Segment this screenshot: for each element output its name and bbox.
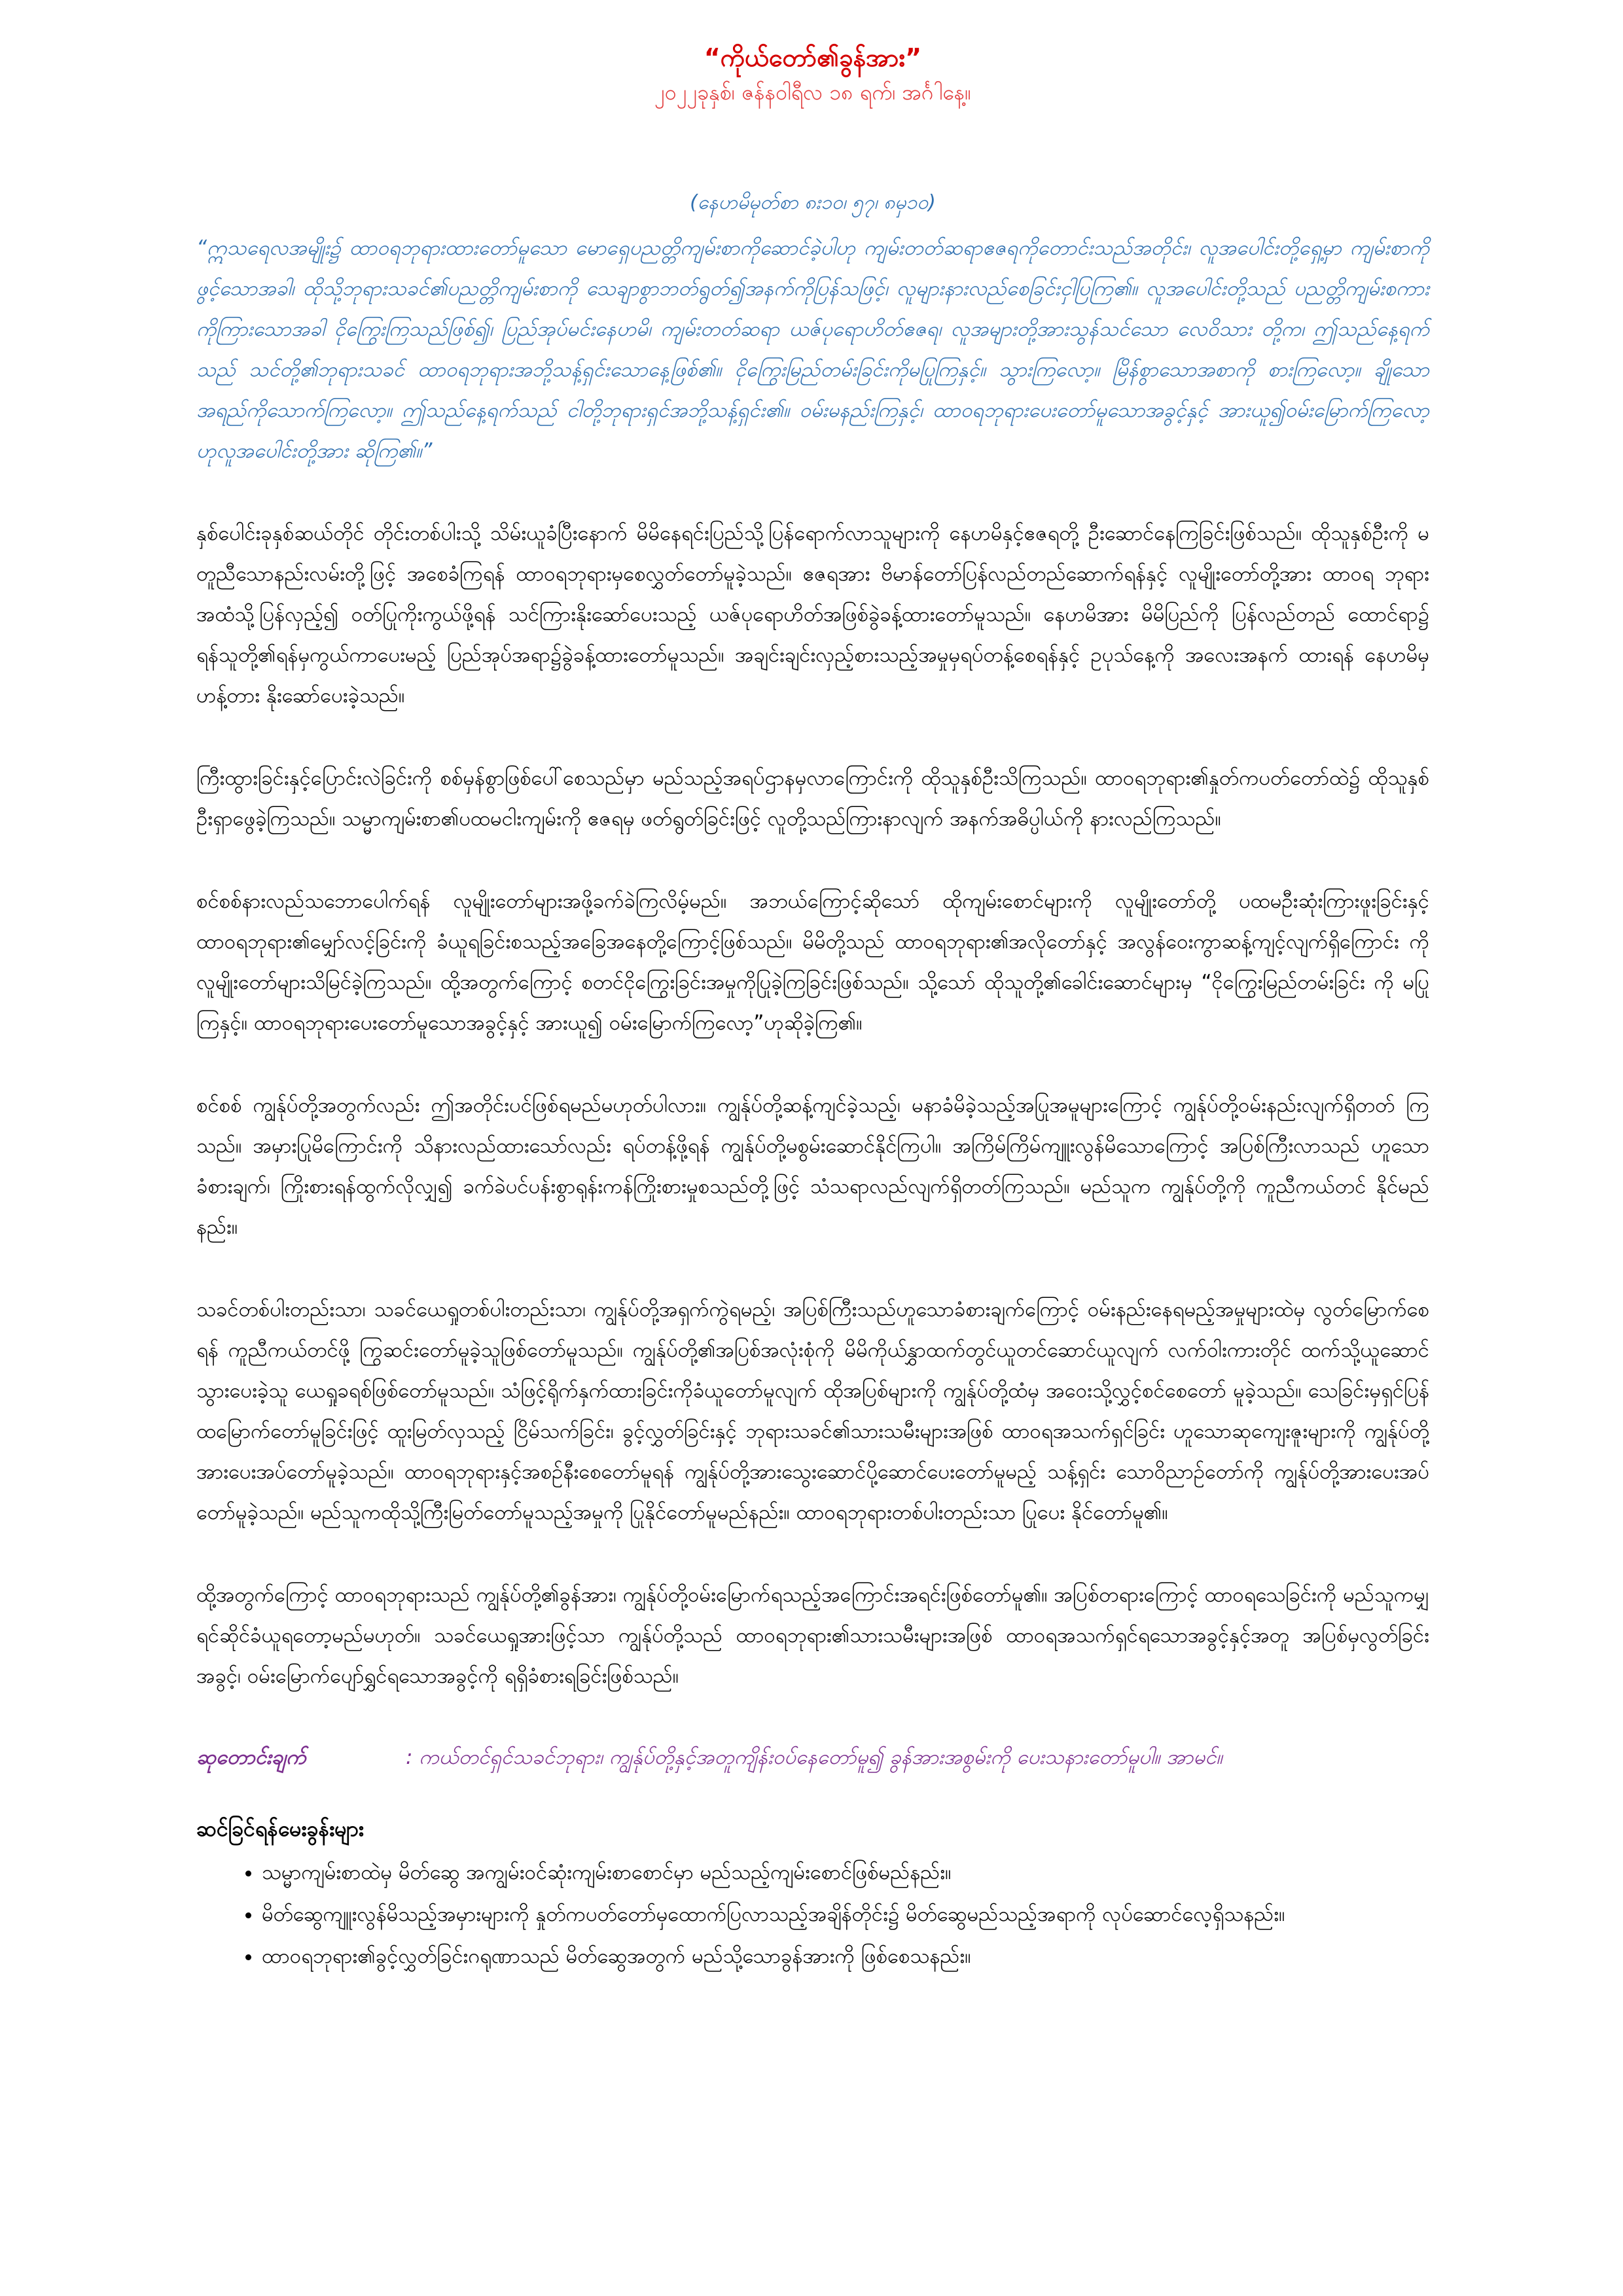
date-line: ၂၀၂၂ခုနှစ်၊ ဇန်နဝါရီလ ၁၈ ရက်၊ အင်္ဂါနေ့။ [654,80,971,105]
list-item: • မိတ်ဆွေကျူးလွန်မိသည့်အမှားများကို နှုတ်ကပတ်တော်မှထောက်ပြလာသည့်အချိန်တိုင်း၌ မိတ်ဆွေမည်သည့်အရာကို လုပ်ဆောင်လေ့ရှိသနည်း။ [262,1895,1429,1933]
devotional-content [196,39,1429,1979]
scripture-reference: (နေဟမိမုတ်စာ ၈း၁၀၊ ၅၇၊ ၈မှ၁၀) [690,191,936,214]
prayer-text: : ကယ်တင်ရှင်သခင်ဘုရား၊ ကျွန်ုပ်တို့နှင့်အတူကျိန်းဝပ်နေတော်မူ၍ ခွန်အားအစွမ်းကို ပေးသနားတော်မူပါ။ အာမင်။ [406,1746,1222,1769]
list-item: • ထာဝရဘုရား၏ခွင့်လွှတ်ခြင်းဂရုဏာသည် မိတ်ဆွေအတွက် မည်သို့သောခွန်အားကို ဖြစ်စေသနည်း။ [262,1937,1429,1975]
scripture-passage: “ဣသရေလအမျိုး၌ ထာဝရဘုရားထားတော်မူသော မောရှေပညတ္တိကျမ်းစာကိုဆောင်ခဲ့ပါဟု ကျမ်းတတ်ဆရာဧဇရကိုတောင်းသည်အတိုင်း၊ လူအပေါင်းတို့ရှေ့မှာ ကျမ်းစာကိုဖွင့်သောအခါ၊ ထိုသို့ဘုရားသခင်၏ပညတ္တိကျမ်းစာကို သေချာစွာဘတ်ရွတ်၍အနက်ကိုပြန်သဖြင့်၊ လူများနားလည်စေခြင်းငှါပြကြ၏။ လူအပေါင်းတို့သည် ပညတ္တိကျမ်းစကားကိုကြားသောအခါ ငိုကြွေးကြသည်ဖြစ်၍၊ ပြည်အုပ်မင်းနေဟမိ၊ ကျမ်းတတ်ဆရာ ယဇ်ပုရောဟိတ်ဧဇရ၊ လူအများတို့အားသွန်သင်သော လေဝိသား တို့က၊ ဤသည်နေ့ရက်သည် သင်တို့၏ဘုရားသခင် ထာဝရဘုရားအဘို့သန့်ရှင်းသောနေ့ဖြစ်၏။ ငိုကြွေးမြည်တမ်းခြင်းကိုမပြုကြနှင့်။ သွားကြလော့။ မြိန်စွာသောအစာကို စားကြလော့။ ချိုသောအရည်ကိုသောက်ကြလော့။ ဤသည်နေ့ရက်သည် ငါတို့ဘုရားရှင်အဘို့သန့်ရှင်း၏။ ဝမ်းမနည်းကြနှင့်၊ ထာဝရဘုရားပေးတော်မူသောအခွင့်နှင့် အားယူ၍ဝမ်းမြောက်ကြလော့ဟုလူအပေါင်းတို့အား ဆိုကြ၏။” [196,236,1429,463]
prayer-label: ဆုတောင်းချက် [196,1746,306,1769]
discussion-section [196,1810,1429,1975]
body-paragraph-3: စင်စစ်နားလည်သဘောပေါက်ရန် လူမျိုးတော်များအဖို့ခက်ခဲကြလိမ့်မည်။ အဘယ်ကြောင့်ဆိုသော် ထိုကျမ်းစောင်များကို လူမျိုးတော်တို့ ပထမဦးဆုံးကြားဖူးခြင်းနှင့် ထာဝရဘုရား၏မျှော်လင့်ခြင်းကို ခံယူရခြင်းစသည့်အခြေအနေတို့ကြောင့်ဖြစ်သည်။ မိမိတို့သည် ထာဝရဘုရား၏အလိုတော်နှင့် အလွန်ဝေးကွာဆန့်ကျင့်လျက်ရှိကြောင်း ကို လူမျိုးတော်များသိမြင်ခဲ့ကြသည်။ ထို့အတွက်ကြောင့် စတင်ငိုကြွေးခြင်းအမှုကိုပြုခဲ့ကြခြင်းဖြစ်သည်။ သို့သော် ထိုသူတို့၏ခေါင်းဆောင်များမှ “ငိုကြွေးမြည်တမ်းခြင်း ကို မပြုကြနှင့်။ ထာဝရဘုရားပေးတော်မူသောအခွင့်နှင့် အားယူ၍ ဝမ်းမြောက်ကြလော့”ဟုဆိုခဲ့ကြ၏။ [196,889,1429,1035]
body-paragraph-5: သခင်တစ်ပါးတည်းသာ၊ သခင်ယေရှုတစ်ပါးတည်းသာ၊ ကျွန်ုပ်တို့အရှက်ကွဲရမည့်၊ အပြစ်ကြီးသည်ဟူသောခံစားချက်ကြောင့် ဝမ်းနည်းနေရမည့်အမှုများထဲမှ လွတ်မြောက်စေရန် ကူညီကယ်တင်ဖို့ ကြွဆင်းတော်မူခဲ့သူဖြစ်တော်မူသည်။ ကျွန်ုပ်တို့၏အပြစ်အလုံးစုံကို မိမိကိုယ်နွှာထက်တွင်ယူတင်ဆောင်ယူလျက် လက်ဝါးကားတိုင် ထက်သို့ယူဆောင်သွားပေးခဲ့သူ ယေရှုခရစ်ဖြစ်တော်မူသည်။ သံဖြင့်ရိုက်နှက်ထားခြင်းကိုခံယူတော်မူလျက် ထိုအပြစ်များကို ကျွန်ုပ်တို့ထံမှ အဝေးသို့လွှင့်စင်စေတော် မူခဲ့သည်။ သေခြင်းမှရှင်ပြန်ထမြောက်တော်မူခြင်းဖြင့် ထူးမြတ်လှသည့် ငြိမ်သက်ခြင်း၊ ခွင့်လွှတ်ခြင်းနှင့် ဘုရားသခင်၏သားသမီးများအဖြစ် ထာဝရအသက်ရှင်ခြင်း ဟူသောဆုကျေးဇူးများကို ကျွန်ုပ်တို့အားပေးအပ်တော်မူခဲ့သည်။ ထာဝရဘုရားနှင့်အစဉ်နီးစေတော်မူရန် ကျွန်ုပ်တို့အားသွေးဆောင်ပို့ဆောင်ပေးတော်မူမည့် သန့်ရှင်း သောဝိညာဉ်တော်ကို ကျွန်ုပ်တို့အားပေးအပ်တော်မူခဲ့သည်။ မည်သူကထိုသို့ကြီးမြတ်တော်မူသည့်အမှုကို ပြုနိုင်တော်မူမည်နည်း။ ထာဝရဘုရားတစ်ပါးတည်းသာ ပြုပေး နိုင်တော်မူ၏။ [196,1298,1429,1524]
page-title: “ကိုယ်တော်၏ခွန်အား” [704,43,922,72]
list-item: • သမ္မာကျမ်းစာထဲမှ မိတ်ဆွေ အကျွမ်းဝင်ဆုံးကျမ်းစာစောင်မှာ မည်သည့်ကျမ်းစောင်ဖြစ်မည်နည်း။ [262,1854,1429,1892]
body-paragraph-1: နှစ်ပေါင်းခုနှစ်ဆယ်တိုင် တိုင်းတစ်ပါးသို့ သိမ်းယူခံပြီးနောက် မိမိနေရင်းပြည်သို့ပြန်ရောက်လာသူများကို နေဟမိနှင့်ဧဇရတို့ ဦးဆောင်နေကြခြင်းဖြစ်သည်။ ထိုသူနှစ်ဦးကို မတူညီသောနည်းလမ်းတို့ဖြင့် အစေခံကြရန် ထာဝရဘုရားမှစေလွှတ်တော်မူခဲ့သည်။ ဧဇရအား ဗိမာန်တော်ပြန်လည်တည်ဆောက်ရန်နှင့် လူမျိုးတော်တို့အား ထာဝရ ဘုရားအထံသို့ပြန်လှည့်၍ ဝတ်ပြုကိုးကွယ်ဖို့ရန် သင်ကြားနိုးဆော်ပေးသည့် ယဇ်ပုရောဟိတ်အဖြစ်ခွဲခန့်ထားတော်မူသည်။ နေဟမိအား မိမိပြည်ကို ပြန်လည်တည် ထောင်ရာ၌ ရန်သူတို့၏ရန်မှကွယ်ကာပေးမည့် ပြည်အုပ်အရာ၌ခွဲခန့်ထားတော်မူသည်။ အချင်းချင်းလှည့်စားသည့်အမှုမှရပ်တန့်စေရန်နှင့် ဥပုသ်နေ့ကို အလေးအနက် ထားရန် နေဟမိမှဟန့်တား နိုးဆော်ပေးခဲ့သည်။ [196,522,1429,708]
question-list [196,1854,1429,1975]
body-paragraph-4: စင်စစ် ကျွန်ုပ်တို့အတွက်လည်း ဤအတိုင်းပင်ဖြစ်ရမည်မဟုတ်ပါလား။ ကျွန်ုပ်တို့ဆန့်ကျင်ခဲ့သည့်၊ မနာခံမိခဲ့သည့်အပြုအမူများကြောင့် ကျွန်ုပ်တို့ဝမ်းနည်းလျက်ရှိတတ် ကြသည်။ အမှားပြုမိကြောင်းကို သိနားလည်ထားသော်လည်း ရပ်တန့်ဖို့ရန် ကျွန်ုပ်တို့မစွမ်းဆောင်နိုင်ကြပါ။ အကြိမ်ကြိမ်ကျူးလွန်မိသောကြောင့် အပြစ်ကြီးလာသည် ဟူသောခံစားချက်၊ ကြိုးစားရန်ထွက်လိုလျှ၍ ခက်ခဲပင်ပန်းစွာရုန်းကန်ကြိုးစားမှုစသည်တို့ဖြင့် သံသရာလည်လျက်ရှိတတ်ကြသည်။ မည်သူက ကျွန်ုပ်တို့ကို ကူညီကယ်တင် နိုင်မည်နည်း။ [196,1094,1429,1239]
discussion-heading: ဆင်ခြင်ရန်မေးခွန်းများ [196,1816,364,1841]
body-paragraph-2: ကြီးထွားခြင်းနှင့်ပြောင်းလဲခြင်းကို စစ်မှန်စွာဖြစ်ပေါ်စေသည်မှာ မည်သည့်အရပ်ဌာနမှလာကြောင်းကို ထိုသူနှစ်ဦးသိကြသည်။ ထာဝရဘုရား၏နှုတ်ကပတ်တော်ထဲ၌ ထိုသူနှစ်ဦးရှာဖွေခဲ့ကြသည်။ သမ္မာကျမ်းစာ၏ပထမငါးကျမ်းကို ဧဇရမှ ဖတ်ရွတ်ခြင်းဖြင့် လူတို့သည်ကြားနာလျက် အနက်အဓိပ္ပါယ်ကို နားလည်ကြသည်။ [196,766,1429,831]
body-paragraph-6: ထို့အတွက်ကြောင့် ထာဝရဘုရားသည် ကျွန်ုပ်တို့၏ခွန်အား၊ ကျွန်ုပ်တို့ဝမ်းမြောက်ရသည့်အကြောင်းအရင်းဖြစ်တော်မူ၏။ အပြစ်တရားကြောင့် ထာဝရသေခြင်းကို မည်သူကမျှ ရင်ဆိုင်ခံယူရတော့မည်မဟုတ်။ သခင်ယေရှုအားဖြင့်သာ ကျွန်ုပ်တို့သည် ထာဝရဘုရား၏သားသမီးများအဖြစ် ထာဝရအသက်ရှင်ရသောအခွင့်နှင့်အတူ အပြစ်မှလွတ်ခြင်းအခွင့်၊ ဝမ်းမြောက်ပျော်ရွှင်ရသောအခွင့်ကို ရရှိခံစားရခြင်းဖြစ်သည်။ [196,1583,1429,1688]
prayer-section [196,1738,1429,1776]
